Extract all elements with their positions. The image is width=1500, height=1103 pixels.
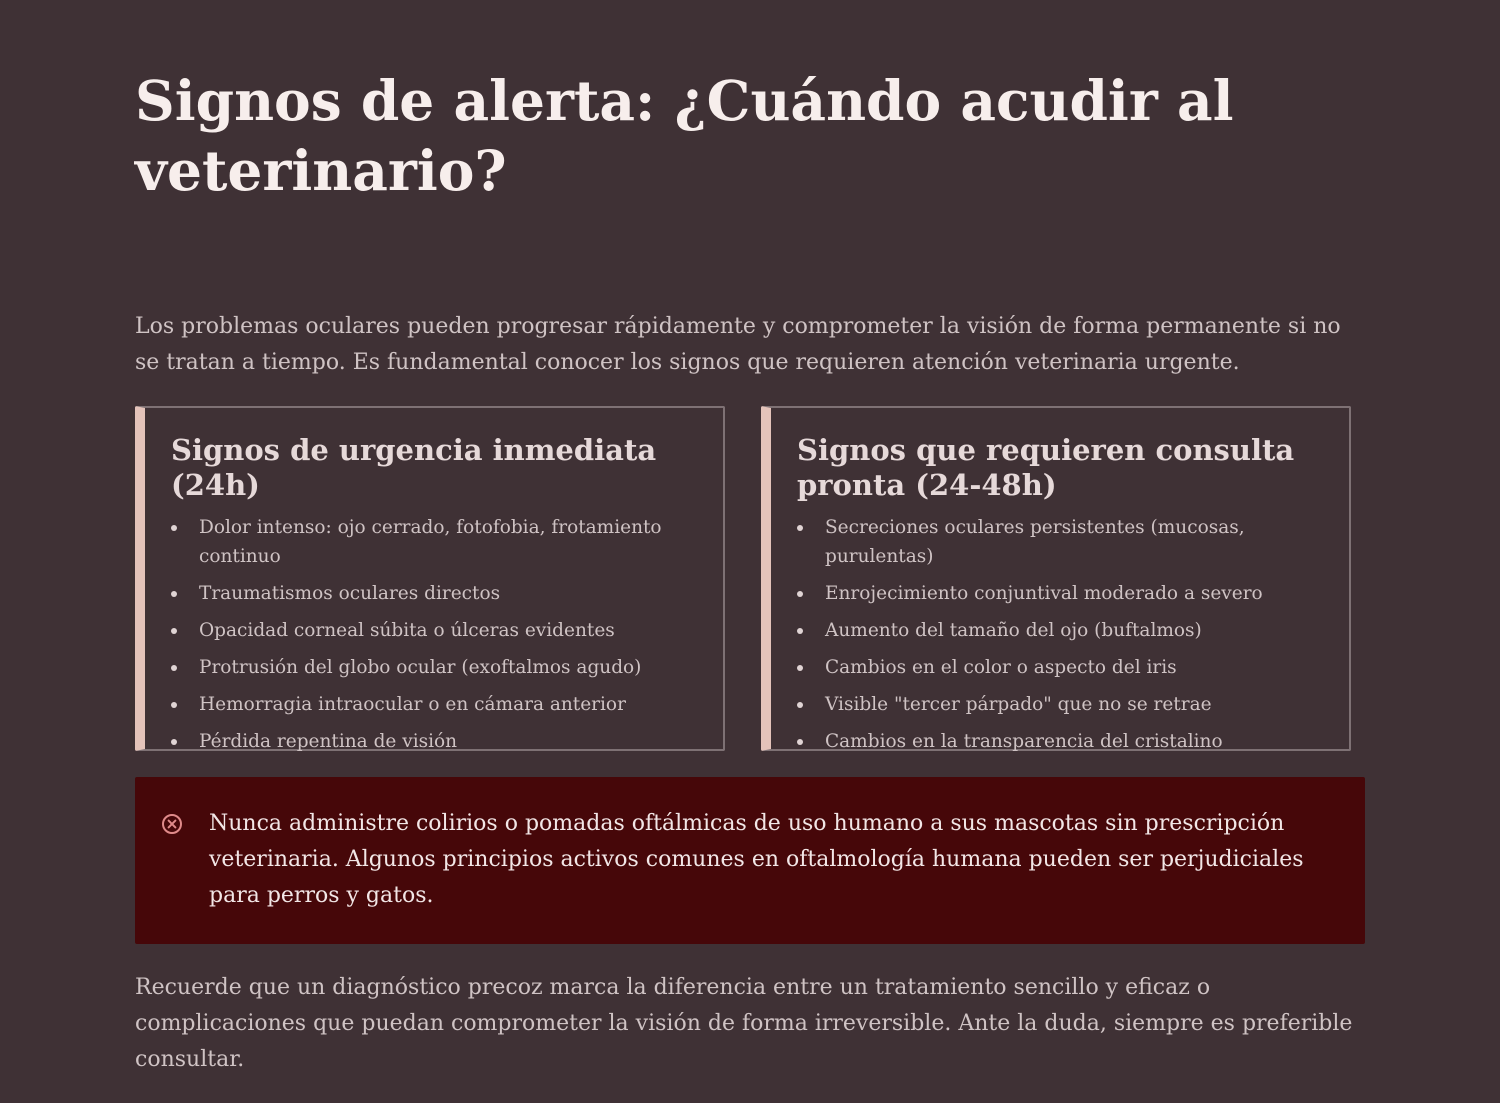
list-item: Aumento del tamaño del ojo (buftalmos) [797, 616, 1329, 645]
urgent-signs-heading: Signos de urgencia inmediata (24h) [171, 433, 657, 502]
list-item: Protrusión del globo ocular (exoftalmos agudo) [171, 653, 703, 682]
list-item: Opacidad corneal súbita o úlceras evidentes [171, 616, 703, 645]
list-item: Enrojecimiento conjuntival moderado a severo [797, 579, 1329, 608]
warning-alert [135, 777, 1365, 944]
urgent-signs-card [135, 406, 725, 751]
list-item: Pérdida repentina de visión [171, 727, 703, 756]
page-title: Signos de alerta: ¿Cuándo acudir al veterinario? [135, 68, 1234, 203]
list-item: Cambios en el color o aspecto del iris [797, 653, 1329, 682]
prompt-consult-card [761, 406, 1351, 751]
list-item: Cambios en la transparencia del cristalino [797, 727, 1329, 756]
list-item: Visible "tercer párpado" que no se retrae [797, 690, 1329, 719]
list-item: Hemorragia intraocular o en cámara anterior [171, 690, 703, 719]
circle-x-icon [161, 813, 183, 835]
intro-paragraph: Los problemas oculares pueden progresar rápidamente y comprometer la visión de forma permanente si no se tratan a tiempo. Es fundamental conocer los signos que requieren atención veterinaria urgente. [135, 314, 1341, 375]
closing-paragraph: Recuerde que un diagnóstico precoz marca la diferencia entre un tratamiento sencillo y eficaz o complicaciones que puedan comprometer la visión de forma irreversible. Ante la duda, siempre es preferible consultar. [135, 975, 1353, 1072]
prompt-consult-list [797, 513, 1329, 756]
prompt-consult-heading: Signos que requieren consulta pronta (24-48h) [797, 433, 1295, 502]
alert-text: Nunca administre colirios o pomadas oftálmicas de uso humano a sus mascotas sin prescripción veterinaria. Algunos principios activos comunes en oftalmología humana pueden ser perjudiciales para perros y gatos. [209, 811, 1304, 908]
list-item: Secreciones oculares persistentes (mucosas, purulentas) [797, 513, 1329, 571]
urgent-signs-list [171, 513, 703, 756]
list-item: Dolor intenso: ojo cerrado, fotofobia, frotamiento continuo [171, 513, 703, 571]
list-item: Traumatismos oculares directos [171, 579, 703, 608]
